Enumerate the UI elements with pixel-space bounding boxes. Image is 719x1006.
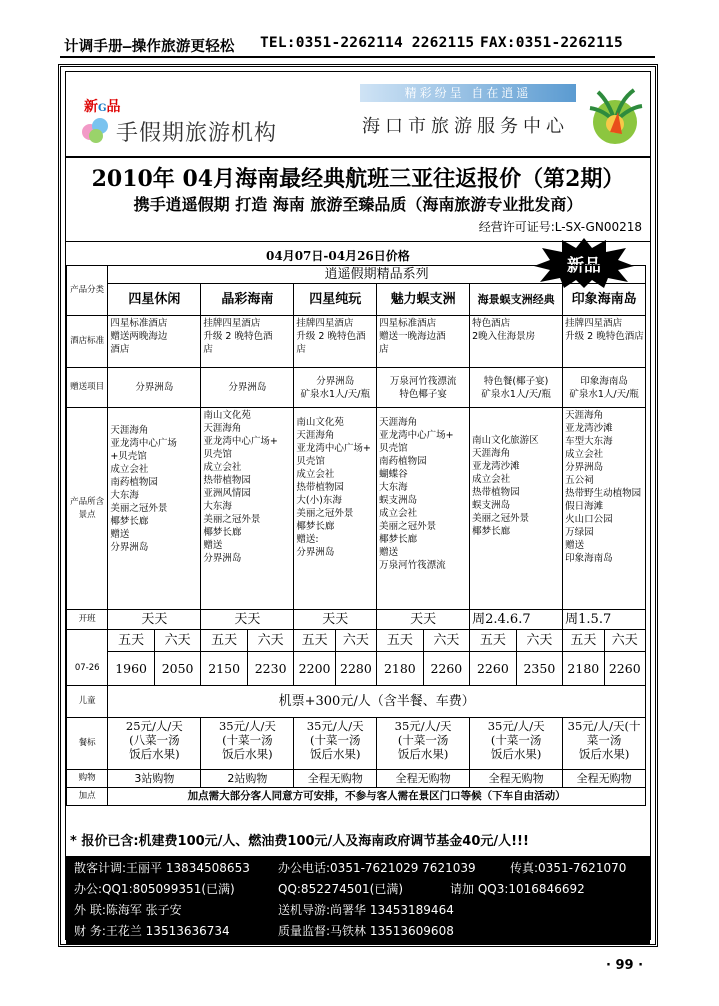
cell-shopping: 3站购物	[108, 770, 201, 788]
contact-qq1: 办公:QQ1:805099351(已满)	[74, 882, 235, 896]
cell-days: 六天	[154, 630, 201, 652]
contact-fax: 传真:0351-7621070	[510, 861, 627, 875]
label-hotel: 酒店标准	[67, 316, 108, 368]
agency-logo	[76, 86, 306, 148]
cell-days: 五天	[294, 630, 335, 652]
logo-new-char: 新G品	[84, 99, 121, 115]
cell-price: 2150	[201, 652, 248, 686]
cell-departure: 周2.4.6.7	[470, 610, 563, 630]
cell-days: 六天	[335, 630, 376, 652]
extra-note: 加点需大部分客人同意方可安排，不参与客人需在景区门口等候（下车自由活动）	[108, 788, 646, 806]
sub-title: 携手逍遥假期 打造 海南 旅游至臻品质（海南旅游专业批发商）	[133, 195, 583, 214]
cell-days: 六天	[423, 630, 470, 652]
product-name: 四星纯玩	[294, 284, 377, 316]
cell-scenic: 天涯海角 亚龙湾中心广场+ 贝壳馆 南药植物园 蝴蝶谷 大东海 蜈支洲岛 成立会社 美丽之冠外景 椰梦长廊 赠送 万泉河竹筏漂流	[377, 408, 470, 610]
shopping-row	[67, 770, 646, 788]
child-row	[67, 686, 646, 718]
title-block	[66, 160, 650, 242]
new-badge-text: 新品	[567, 256, 601, 276]
content-frame	[58, 64, 658, 947]
contact-planner: 散客计调:王丽平 13834508653	[74, 861, 250, 875]
cell-days: 六天	[516, 630, 563, 652]
cell-shopping: 全程无购物	[563, 770, 646, 788]
child-price: 机票+300元/人（含半餐、车费）	[108, 686, 646, 718]
header-fax: FAX:0351-2262115	[480, 35, 623, 51]
cell-price: 2280	[335, 652, 376, 686]
cell-meal: 35元/人/天 (十菜一汤 饭后水果)	[201, 718, 294, 770]
cell-scenic: 天涯海角 亚龙湾沙滩 车型大东海 成立会社 分界洲岛 五公祠 热带野生动植物园 假日海滩 火山口公园 万绿园 赠送 印象海南岛	[563, 408, 646, 610]
label-period: 07-26	[67, 630, 108, 686]
label-meal: 餐标	[67, 718, 108, 770]
cell-shopping: 全程无购物	[377, 770, 470, 788]
label-departure: 开班	[67, 610, 108, 630]
cell-gift: 万泉河竹筏漂流 特色椰子宴	[377, 368, 470, 408]
cell-hotel: 挂牌四星酒店 升级 2 晚特色酒 店	[201, 316, 294, 368]
cell-gift: 分界洲岛 矿泉水1人/天/瓶	[294, 368, 377, 408]
label-extra: 加点	[67, 788, 108, 806]
cell-days: 五天	[201, 630, 248, 652]
logo-row	[66, 72, 650, 158]
cell-departure: 天天	[294, 610, 377, 630]
logo-slogan: 精彩纷呈 自在逍遥	[360, 84, 576, 102]
cell-meal: 35元/人/天 (十菜一汤 饭后水果)	[470, 718, 563, 770]
product-name: 魅力蜈支洲	[377, 284, 470, 316]
label-shopping: 购物	[67, 770, 108, 788]
price-row	[67, 652, 646, 686]
price-table	[66, 265, 646, 806]
label-gift: 赠送项目	[67, 368, 108, 408]
product-name: 晶彩海南	[201, 284, 294, 316]
cell-departure: 天天	[201, 610, 294, 630]
cell-price: 2200	[294, 652, 335, 686]
palm-emblem-icon	[584, 82, 646, 148]
cell-scenic: 南山文化旅游区 天涯海角 亚龙湾沙滩 成立会社 热带植物园 蜈支洲岛 美丽之冠外景 椰梦长廊	[470, 408, 563, 610]
departure-row	[67, 610, 646, 630]
days-row	[67, 630, 646, 652]
service-center-logo	[356, 82, 651, 148]
date-range: 04月07日-04月26日价格	[266, 249, 410, 263]
license-number: 经营许可证号:L-SX-GN00218	[478, 220, 642, 234]
cell-gift: 特色餐(椰子宴) 矿泉水1人/天/瓶	[470, 368, 563, 408]
cell-days: 六天	[604, 630, 646, 652]
cell-shopping: 全程无购物	[294, 770, 377, 788]
label-child: 儿童	[67, 686, 108, 718]
cell-price: 2350	[516, 652, 563, 686]
gift-row	[67, 368, 646, 408]
page-header	[60, 32, 655, 58]
cell-price: 2260	[604, 652, 646, 686]
header-slogan: 计调手册—操作旅游更轻松	[64, 39, 235, 55]
cell-price: 2230	[247, 652, 294, 686]
hotel-row	[67, 316, 646, 368]
contact-block	[66, 856, 650, 944]
main-title: 2010年 04月海南最经典航班三亚往返报价（第2期）	[91, 166, 625, 192]
contact-liaison: 外 联:陈海军 张子安	[74, 903, 182, 917]
cell-price: 2260	[470, 652, 517, 686]
cell-hotel: 四星标准酒店 赠送一晚海边酒 店	[377, 316, 470, 368]
meal-row	[67, 718, 646, 770]
contact-qq2: QQ:852274501(已满)	[278, 882, 404, 896]
cell-departure: 天天	[108, 610, 201, 630]
cell-gift: 分界洲岛	[201, 368, 294, 408]
cell-hotel: 挂牌四星酒店 升级 2 晚特色酒店	[563, 316, 646, 368]
cell-days: 五天	[563, 630, 604, 652]
label-category: 产品分类	[67, 266, 108, 316]
cell-meal: 35元/人/天 (十菜一汤 饭后水果)	[294, 718, 377, 770]
cell-price: 2260	[423, 652, 470, 686]
page-number: · 99 ·	[606, 958, 644, 973]
cell-gift: 印象海南岛 矿泉水1人/天/瓶	[563, 368, 646, 408]
cell-hotel: 挂牌四星酒店 升级 2 晚特色酒 店	[294, 316, 377, 368]
cell-days: 五天	[470, 630, 517, 652]
cell-price: 2180	[377, 652, 424, 686]
scenic-row	[67, 408, 646, 610]
contact-finance: 财 务:王花兰 13513636734	[74, 924, 230, 938]
swirl-icon	[80, 112, 116, 146]
price-footnote: * 报价已含:机建费100元/人、燃油费100元/人及海南政府调节基金40元/人!!!	[70, 834, 529, 849]
cell-hotel: 四星标准酒店 赠送两晚海边 酒店	[108, 316, 201, 368]
cell-scenic: 天涯海角 亚龙湾中心广场 +贝壳馆 成立会社 南药植物园 大东海 美丽之冠外景 椰梦长廊 赠送 分界洲岛	[108, 408, 201, 610]
product-name: 四星休闲	[108, 284, 201, 316]
cell-scenic: 南山文化苑 天涯海角 亚龙湾中心广场+ 贝壳馆 成立会社 热带植物园 亚洲风情园 大东海 美丽之冠外景 椰梦长廊 赠送 分界洲岛	[201, 408, 294, 610]
cell-departure: 天天	[377, 610, 470, 630]
cell-days: 六天	[247, 630, 294, 652]
agency-name: 手假期旅游机构	[116, 121, 278, 146]
cell-meal: 35元/人/天(十 菜一汤 饭后水果)	[563, 718, 646, 770]
product-name: 印象海南岛	[563, 284, 646, 316]
cell-meal: 25元/人/天 (八菜一汤 饭后水果)	[108, 718, 201, 770]
service-center-name: 海口市旅游服务中心	[362, 116, 569, 137]
cell-price: 2050	[154, 652, 201, 686]
cell-hotel: 特色酒店 2晚入住海景房	[470, 316, 563, 368]
cell-days: 五天	[377, 630, 424, 652]
cell-gift: 分界洲岛	[108, 368, 201, 408]
contact-guide: 送机导游:尚署华 13453189464	[278, 903, 454, 917]
cell-shopping: 2站购物	[201, 770, 294, 788]
cell-departure: 周1.5.7	[563, 610, 646, 630]
cell-meal: 35元/人/天 (十菜一汤 饭后水果)	[377, 718, 470, 770]
cell-price: 1960	[108, 652, 155, 686]
contact-qq3: 请加 QQ3:1016846692	[450, 882, 585, 896]
contact-quality: 质量监督:马铁林 13513609608	[278, 924, 454, 938]
header-tel: TEL:0351-2262114 2262115	[260, 35, 475, 51]
cell-shopping: 全程无购物	[470, 770, 563, 788]
label-scenic: 产品所含景点	[67, 408, 108, 610]
extra-row	[67, 788, 646, 806]
cell-scenic: 南山文化苑 天涯海角 亚龙湾中心广场+ 贝壳馆 成立会社 热带植物园 大(小)东海 美丽之冠外景 椰梦长廊 赠送: 分界洲岛	[294, 408, 377, 610]
cell-days: 五天	[108, 630, 155, 652]
product-name: 海景蜈支洲经典	[470, 284, 563, 316]
cell-price: 2180	[563, 652, 604, 686]
contact-office-phone: 办公电话:0351-7621029 7621039	[278, 861, 476, 875]
series-name: 逍遥假期精品系列	[108, 266, 646, 284]
